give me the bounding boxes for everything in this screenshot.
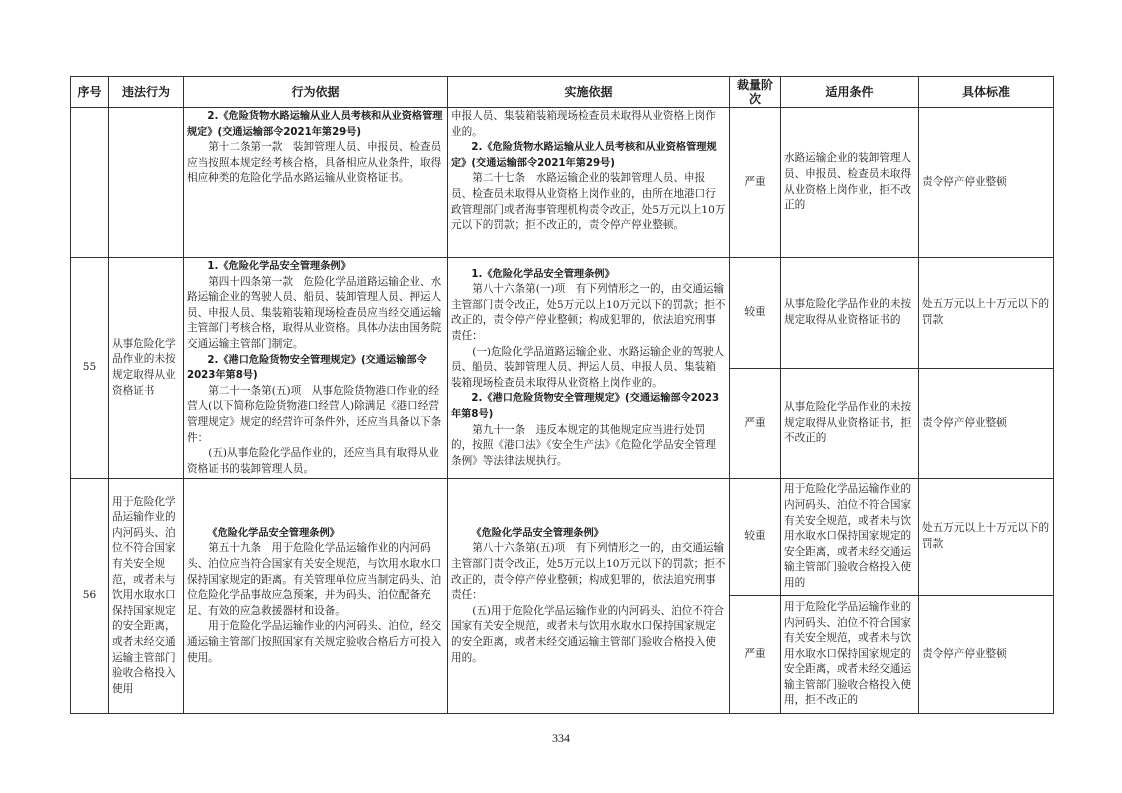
applicable-condition-cell: 用于危险化学品运输作业的内河码头、泊位不符合国家有关安全规范，或者未与饮用水取水口保持国家规定的安全距离，或者未经交通运输主管部门验收合格投入使用的: [781, 479, 919, 596]
implementation-basis-cell: [448, 108, 730, 258]
legal-basis-cell: [184, 479, 448, 714]
header-cell: 具体标准: [919, 77, 1054, 108]
discretion-level-cell: 较重: [730, 479, 781, 596]
header-cell: 行为依据: [184, 77, 448, 108]
violation-cell: 用于危险化学品运输作业的内河码头、泊位不符合国家有关安全规范，或者未与饮用水取水口保持国家规定的安全距离，或者未经交通运输主管部门验收合格投入使用: [109, 479, 184, 714]
discretion-level-cell: 严重: [730, 596, 781, 714]
header-cell: 违法行为: [109, 77, 184, 108]
discretion-level-cell: 严重: [730, 369, 781, 479]
paragraph: 第八十六条第(五)项 有下列情形之一的，由交通运输主管部门责令改正，处5万元以上10万元以下的罚款；拒不改正的，责令停产停业整顿；构成犯罪的，依法追究刑事责任：: [451, 542, 726, 602]
header-cell: 裁量阶次: [730, 77, 781, 108]
regulation-title: 《危险化学品安全管理条例》: [471, 527, 604, 539]
paragraph: (五)用于危险化学品运输作业的内河码头、泊位不符合国家有关安全规范，或者未与饮用水取水口保持国家规定的安全距离，或者未经交通运输主管部门验收合格投入使用的。: [451, 604, 725, 664]
applicable-condition-cell: 水路运输企业的装卸管理人员、申报员、检查员未取得从业资格上岗作业，拒不改正的: [781, 108, 919, 258]
row-number-cell: 55: [71, 258, 109, 479]
paragraph: 第五十九条 用于危险化学品运输作业的内河码头、泊位应当符合国家有关安全规范，与饮用水取水口保持国家规定的距离。有关管理单位应当制定码头、泊位危险化学品事故应急预案，并为码头、泊位配备充足、有效的应急救援器材和设备。: [187, 542, 442, 617]
header-cell: 实施依据: [448, 77, 730, 108]
paragraph: 第八十六条第(一)项 有下列情形之一的，由交通运输主管部门责令改正，处5万元以上10万元以下的罚款；拒不改正的，责令停产停业整顿；构成犯罪的，依法追究刑事责任：: [451, 283, 726, 343]
regulation-title: 2.《危险货物水路运输从业人员考核和从业资格管理规定》(交通运输部令2021年第29号): [187, 111, 443, 138]
regulation-title: 1.《危险化学品安全管理条例》: [471, 268, 615, 280]
legal-basis-cell: [184, 108, 448, 258]
paragraph: 申报人员、集装箱装箱现场检查员未取得从业资格上岗作业的。: [451, 110, 716, 138]
legal-basis-cell: [184, 258, 448, 479]
implementation-basis-cell: [448, 258, 730, 479]
violation-cell: [109, 108, 184, 258]
table-row: [71, 108, 1054, 258]
row-number-cell: 56: [71, 479, 109, 714]
applicable-condition-cell: 从事危险化学品作业的未按规定取得从业资格证书的: [781, 258, 919, 369]
applicable-condition-cell: 用于危险化学品运输作业的内河码头、泊位不符合国家有关安全规范，或者未与饮用水取水口保持国家规定的安全距离，或者未经交通运输主管部门验收合格投入使用，拒不改正的: [781, 596, 919, 714]
table-row: [71, 479, 1054, 596]
specific-standard-cell: 责令停产停业整顿: [919, 596, 1054, 714]
regulation-title: 2.《港口危险货物安全管理规定》(交通运输部令2023年第8号): [451, 393, 720, 420]
paragraph: 第十二条第一款 装卸管理人员、申报员、检查员应当按照本规定经考核合格，具备相应从业条件，取得相应种类的危险化学品水路运输从业资格证书。: [187, 141, 442, 185]
paragraph: 第二十一条第(五)项 从事危险货物港口作业的经营人(以下简称危险货物港口经营人)除满足《港口经营管理规定》规定的经营许可条件外，还应当具备以下条件：: [187, 384, 442, 444]
paragraph: (五)从事危险化学品作业的，还应当具有取得从业资格证书的装卸管理人员。: [187, 447, 439, 475]
row-number-cell: [71, 108, 109, 258]
paragraph: 用于危险化学品运输作业的内河码头、泊位，经交通运输主管部门按照国家有关规定验收合格后方可投入使用。: [187, 620, 442, 664]
specific-standard-cell: 责令停产停业整顿: [919, 369, 1054, 479]
header-cell: 序号: [71, 77, 109, 108]
discretion-level-cell: 较重: [730, 258, 781, 369]
specific-standard-cell: 处五万元以上十万元以下的罚款: [919, 258, 1054, 369]
applicable-condition-cell: 从事危险化学品作业的未按规定取得从业资格证书，拒不改正的: [781, 369, 919, 479]
regulation-title: 1.《危险化学品安全管理条例》: [207, 261, 351, 272]
specific-standard-cell: 处五万元以上十万元以下的罚款: [919, 479, 1054, 596]
regulation-title: 《危险化学品安全管理条例》: [207, 527, 340, 539]
page-number: 334: [552, 731, 570, 745]
discretion-level-cell: 严重: [730, 108, 781, 258]
specific-standard-cell: 责令停产停业整顿: [919, 108, 1054, 258]
paragraph: 第二十七条 水路运输企业的装卸管理人员、申报员、检查员未取得从业资格上岗作业的，由所在地港口行政管理部门或者海事管理机构责令改正，处5万元以上10万元以下的罚款；拒不改正的，责令停产停业整顿。: [451, 172, 726, 232]
implementation-basis-cell: [448, 479, 730, 714]
regulation-table: [70, 76, 1054, 714]
paragraph: (一)危险化学品道路运输企业、水路运输企业的驾驶人员、船员、装卸管理人员、押运人员、申报人员、集装箱装箱现场检查员未取得从业资格上岗作业的。: [451, 345, 725, 389]
violation-cell: 从事危险化学品作业的未按规定取得从业资格证书: [109, 258, 184, 479]
regulation-title: 2.《港口危险货物安全管理规定》(交通运输部令2023年第8号): [187, 354, 427, 382]
paragraph: 第四十四条第一款 危险化学品道路运输企业、水路运输企业的驾驶人员、船员、装卸管理人员、押运人员、申报人员、集装箱装箱现场检查员应当经交通运输主管部门考核合格，取得从业资格。具体办法由国务院交通运输主管部门制定。: [187, 275, 442, 350]
regulation-title: 2.《危险货物水路运输从业人员考核和从业资格管理规定》(交通运输部令2021年第29号): [451, 142, 717, 169]
table-header-row: [71, 77, 1054, 108]
table-row: [71, 258, 1054, 369]
paragraph: 第九十一条 违反本规定的其他规定应当进行处罚的，按照《港口法》《安全生产法》《危险化学品安全管理条例》等法律法规执行。: [451, 423, 716, 467]
header-cell: 适用条件: [781, 77, 919, 108]
